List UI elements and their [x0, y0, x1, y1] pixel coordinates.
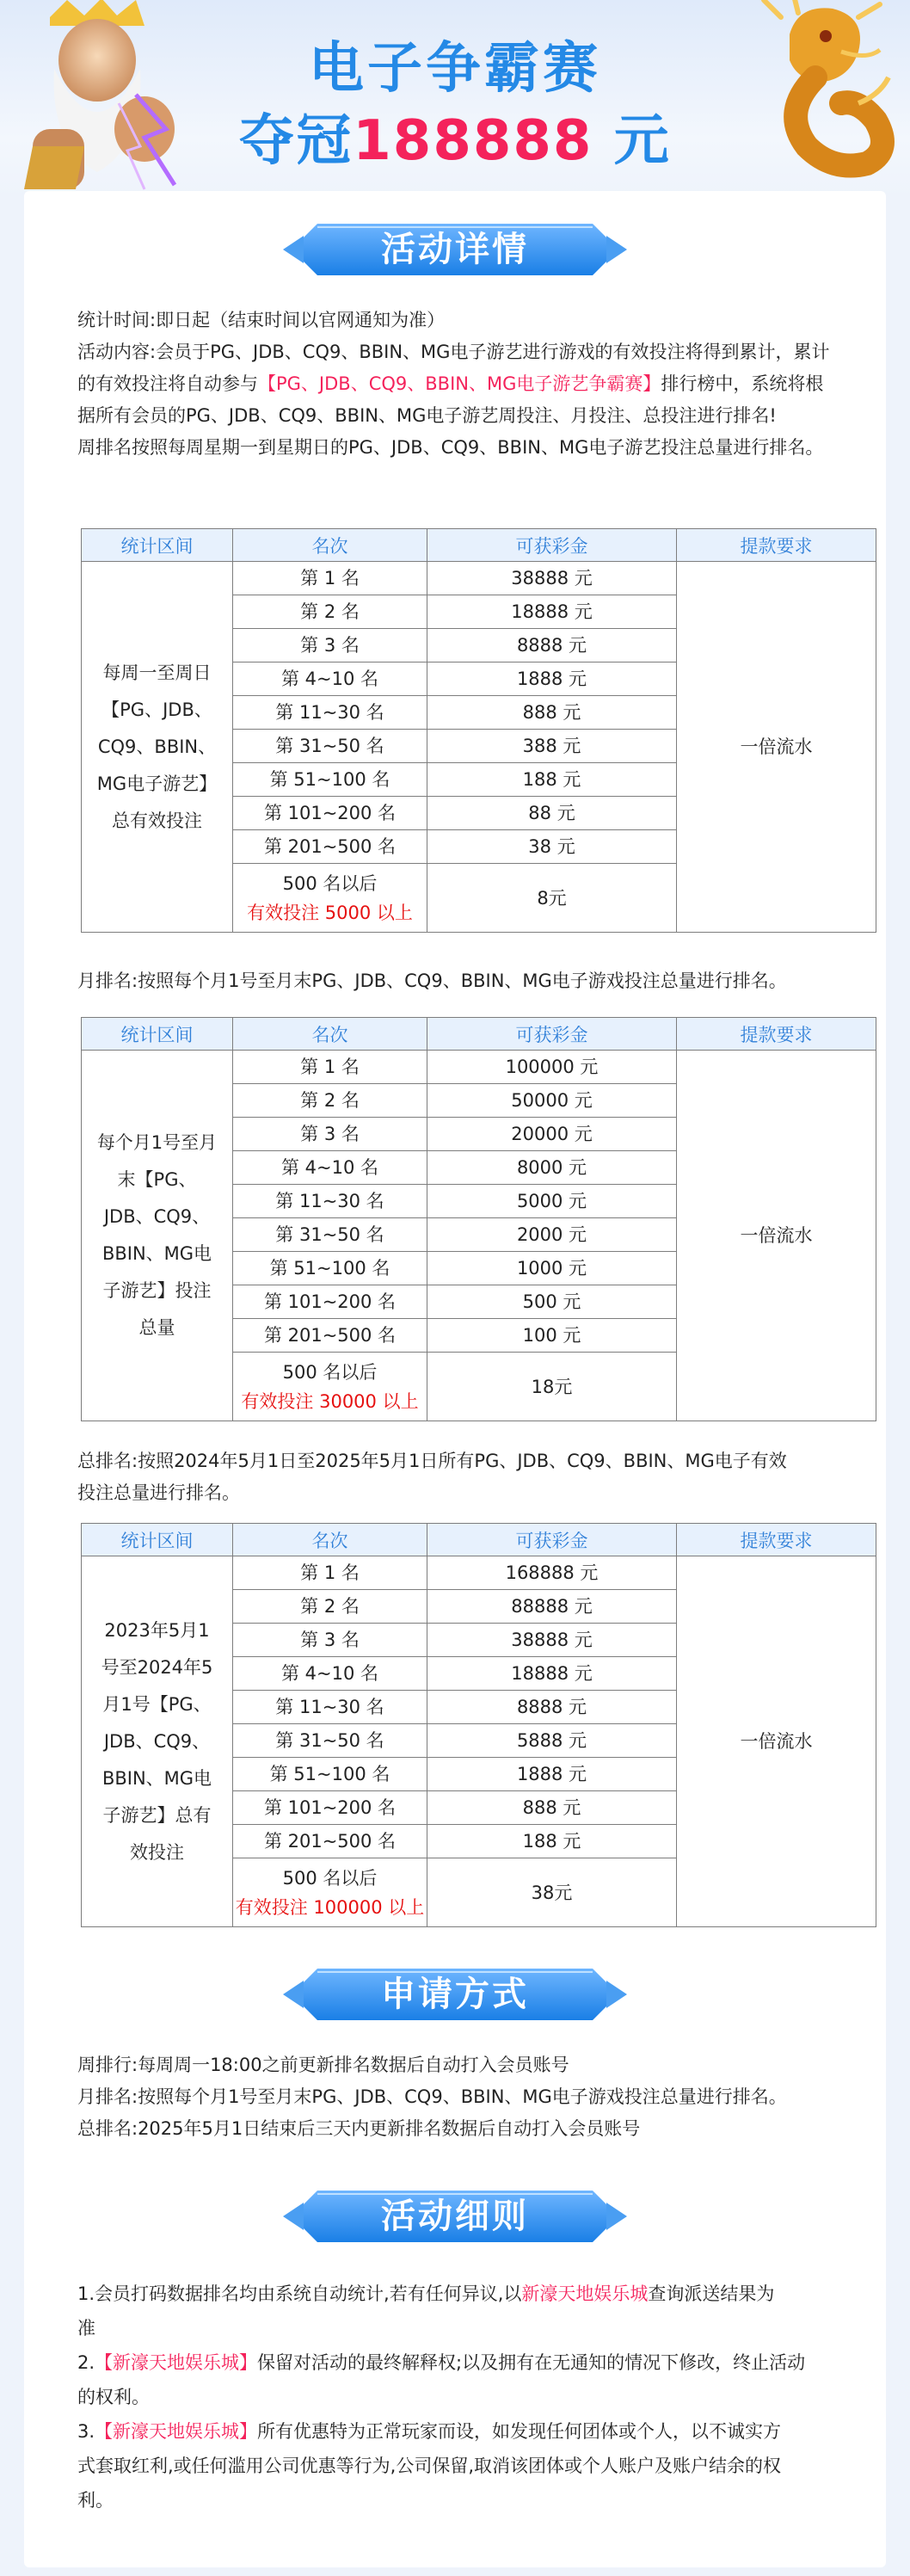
prize-cell: 88 元: [427, 797, 677, 830]
col-header-range: 统计区间: [82, 529, 233, 562]
rank-cell: 第 101~200 名: [233, 797, 427, 830]
prize-cell: 8888 元: [427, 629, 677, 662]
table-row: [82, 1556, 876, 1590]
brand-link[interactable]: 【新濠天地娱乐城】: [95, 2352, 258, 2373]
rank-cell: 第 11~30 名: [233, 696, 427, 730]
rank-cell: 第 51~100 名: [233, 1758, 427, 1791]
rank-cell: 第 201~500 名: [233, 1319, 427, 1353]
rank-cell: 第 2 名: [233, 1084, 427, 1118]
rank-cell: 第 1 名: [233, 1556, 427, 1590]
requirement-cell: 一倍流水: [677, 562, 876, 933]
section-title-apply: 申请方式: [381, 1975, 529, 2014]
rank-cell: 第 4~10 名: [233, 1657, 427, 1691]
content-card: [24, 191, 886, 2567]
col-header-range: 统计区间: [82, 1018, 233, 1051]
weekly-ranking-table: [81, 528, 876, 933]
col-header-range: 统计区间: [82, 1524, 233, 1556]
col-header-prize: 可获彩金: [427, 1524, 677, 1556]
brand-link[interactable]: 新濠天地娱乐城: [521, 2283, 649, 2304]
apply-text-block: [77, 2049, 886, 2145]
prize-cell: 38 元: [427, 830, 677, 864]
content-line-2: 的有效投注将自动参与【PG、JDB、CQ9、BBIN、MG电子游艺争霸赛】排行榜中，系统将根: [77, 373, 824, 394]
rank-cell: 第 201~500 名: [233, 1825, 427, 1858]
rules-text-block: 1.会员打码数据排名均由系统自动统计,若有任何异议,以新濠天地娱乐城查询派送结果为 准 2.【新濠天地娱乐城】保留对活动的最终解释权;以及拥有在无通知的情况下修改，终止活动 的权利。 3.【新濠天地娱乐城】所有优惠特为正常玩家而设，如发现任何团体或个人，以不诚实方 式套取红利,或任何滥用公司优惠等行为,公司保留,取消该团体或个人账户及账户结余的权 利。: [77, 2277, 886, 2517]
rank-cell: 第 4~10 名: [233, 1151, 427, 1185]
prize-cell: 8元: [427, 864, 677, 933]
bet-condition: 有效投注 30000 以上: [241, 1390, 419, 1412]
prize-cell: 38888 元: [427, 1624, 677, 1657]
prize-cell: 50000 元: [427, 1084, 677, 1118]
requirement-cell: 一倍流水: [677, 1556, 876, 1927]
col-header-prize: 可获彩金: [427, 1018, 677, 1051]
rank-cell: 第 4~10 名: [233, 662, 427, 696]
prize-cell: 168888 元: [427, 1556, 677, 1590]
range-cell: 每周一至周日【PG、JDB、CQ9、BBIN、MG电子游艺】总有效投注: [82, 562, 233, 933]
brand-link[interactable]: 【新濠天地娱乐城】: [95, 2421, 258, 2442]
rank-cell-last: 500 名以后 有效投注 100000 以上: [233, 1858, 427, 1927]
rule-1: 1.会员打码数据排名均由系统自动统计,若有任何异议,以新濠天地娱乐城查询派送结果为: [77, 2283, 775, 2304]
section-ribbon-details: [283, 217, 627, 282]
bet-condition: 有效投注 100000 以上: [235, 1896, 425, 1918]
range-cell: 每个月1号至月末【PG、JDB、CQ9、BBIN、MG电子游艺】投注总量: [82, 1051, 233, 1421]
rank-cell-last: 500 名以后 有效投注 30000 以上: [233, 1353, 427, 1421]
rank-cell: 第 101~200 名: [233, 1285, 427, 1319]
table-header-row: [82, 529, 876, 562]
rank-cell: 第 101~200 名: [233, 1791, 427, 1825]
rank-cell: 第 11~30 名: [233, 1185, 427, 1218]
rank-cell: 第 1 名: [233, 562, 427, 595]
promo-title: 电子争霸赛: [309, 37, 601, 101]
bet-condition: 有效投注 5000 以上: [247, 902, 413, 923]
rank-cell: 第 11~30 名: [233, 1691, 427, 1724]
tournament-name-highlight: 【PG、JDB、CQ9、BBIN、MG电子游艺争霸赛】: [258, 373, 661, 394]
prize-cell: 5000 元: [427, 1185, 677, 1218]
monthly-intro-text: 月排名:按照每个月1号至月末PG、JDB、CQ9、BBIN、MG电子游戏投注总量进行排名。: [77, 971, 787, 991]
col-header-requirement: 提款要求: [677, 529, 876, 562]
subtitle-prefix: 夺冠: [239, 109, 354, 173]
rank-cell: 第 51~100 名: [233, 763, 427, 797]
prize-cell: 8000 元: [427, 1151, 677, 1185]
table-header-row: [82, 1018, 876, 1051]
prize-cell: 188 元: [427, 763, 677, 797]
col-header-rank: 名次: [233, 1524, 427, 1556]
rank-cell: 第 1 名: [233, 1051, 427, 1084]
promo-subtitle: [0, 96, 910, 176]
prize-cell: 188 元: [427, 1825, 677, 1858]
stat-time-line: 统计时间:即日起（结束时间以官网通知为准）: [77, 310, 446, 330]
prize-cell: 88888 元: [427, 1590, 677, 1624]
prize-cell: 8888 元: [427, 1691, 677, 1724]
rank-cell: 第 2 名: [233, 1590, 427, 1624]
prize-cell: 20000 元: [427, 1118, 677, 1151]
prize-cell: 1000 元: [427, 1252, 677, 1285]
prize-cell: 18元: [427, 1353, 677, 1421]
prize-cell: 100 元: [427, 1319, 677, 1353]
section-title-details: 活动详情: [381, 230, 529, 269]
table-row: [82, 562, 876, 595]
col-header-prize: 可获彩金: [427, 529, 677, 562]
table-header-row: [82, 1524, 876, 1556]
prize-cell: 1888 元: [427, 1758, 677, 1791]
content-line-1: 活动内容:会员于PG、JDB、CQ9、BBIN、MG电子游艺进行游戏的有效投注将得到累计，累计: [77, 342, 830, 362]
details-text-block: [77, 305, 886, 464]
weekly-rule-line: 周排名按照每周星期一到星期日的PG、JDB、CQ9、BBIN、MG电子游艺投注总量进行排名。: [77, 437, 824, 458]
prize-cell: 18888 元: [427, 595, 677, 629]
weekly-apply-line: 周排行:每周周一18:00之前更新排名数据后自动打入会员账号: [77, 2055, 569, 2075]
total-apply-line: 总排名:2025年5月1日结束后三天内更新排名数据后自动打入会员账号: [77, 2118, 641, 2139]
subtitle-suffix: 元: [593, 109, 671, 173]
col-header-rank: 名次: [233, 529, 427, 562]
rank-cell: 第 3 名: [233, 629, 427, 662]
prize-cell: 38元: [427, 1858, 677, 1927]
requirement-cell: 一倍流水: [677, 1051, 876, 1421]
prize-cell: 2000 元: [427, 1218, 677, 1252]
total-ranking-table: [81, 1523, 876, 1927]
prize-cell: 1888 元: [427, 662, 677, 696]
prize-cell: 888 元: [427, 696, 677, 730]
col-header-rank: 名次: [233, 1018, 427, 1051]
prize-cell: 500 元: [427, 1285, 677, 1319]
rank-cell: 第 31~50 名: [233, 1724, 427, 1758]
section-title-rules: 活动细则: [381, 2197, 529, 2236]
total-intro-text: 总排名:按照2024年5月1日至2025年5月1日所有PG、JDB、CQ9、BBIN、MG电子有效 投注总量进行排名。: [77, 1451, 787, 1503]
prize-cell: 5888 元: [427, 1724, 677, 1758]
prize-cell: 18888 元: [427, 1657, 677, 1691]
table-row: [82, 1051, 876, 1084]
section-ribbon-rules: [283, 2184, 627, 2249]
rank-cell: 第 3 名: [233, 1624, 427, 1657]
range-cell: 2023年5月1号至2024年5月1号【PG、JDB、CQ9、BBIN、MG电子游艺】总有效投注: [82, 1556, 233, 1927]
prize-cell: 888 元: [427, 1791, 677, 1825]
header-banner: [0, 0, 910, 198]
rank-cell: 第 31~50 名: [233, 730, 427, 763]
rank-cell-last: 500 名以后 有效投注 5000 以上: [233, 864, 427, 933]
rule-3: 3.【新濠天地娱乐城】所有优惠特为正常玩家而设，如发现任何团体或个人，以不诚实方: [77, 2421, 782, 2442]
rank-cell: 第 31~50 名: [233, 1218, 427, 1252]
monthly-ranking-table: [81, 1017, 876, 1421]
rule-2: 2.【新濠天地娱乐城】保留对活动的最终解释权;以及拥有在无通知的情况下修改，终止活动: [77, 2352, 806, 2373]
rank-cell: 第 3 名: [233, 1118, 427, 1151]
grand-prize-amount: 188888: [353, 109, 593, 173]
rank-cell: 第 51~100 名: [233, 1252, 427, 1285]
prize-cell: 388 元: [427, 730, 677, 763]
col-header-requirement: 提款要求: [677, 1524, 876, 1556]
rank-cell: 第 2 名: [233, 595, 427, 629]
prize-cell: 100000 元: [427, 1051, 677, 1084]
col-header-requirement: 提款要求: [677, 1018, 876, 1051]
prize-cell: 38888 元: [427, 562, 677, 595]
rank-cell: 第 201~500 名: [233, 830, 427, 864]
monthly-apply-line: 月排名:按照每个月1号至月末PG、JDB、CQ9、BBIN、MG电子游戏投注总量进行排名。: [77, 2086, 787, 2107]
content-line-3: 据所有会员的PG、JDB、CQ9、BBIN、MG电子游艺周投注、月投注、总投注进行排名!: [77, 405, 777, 426]
section-ribbon-apply: [283, 1962, 627, 2027]
